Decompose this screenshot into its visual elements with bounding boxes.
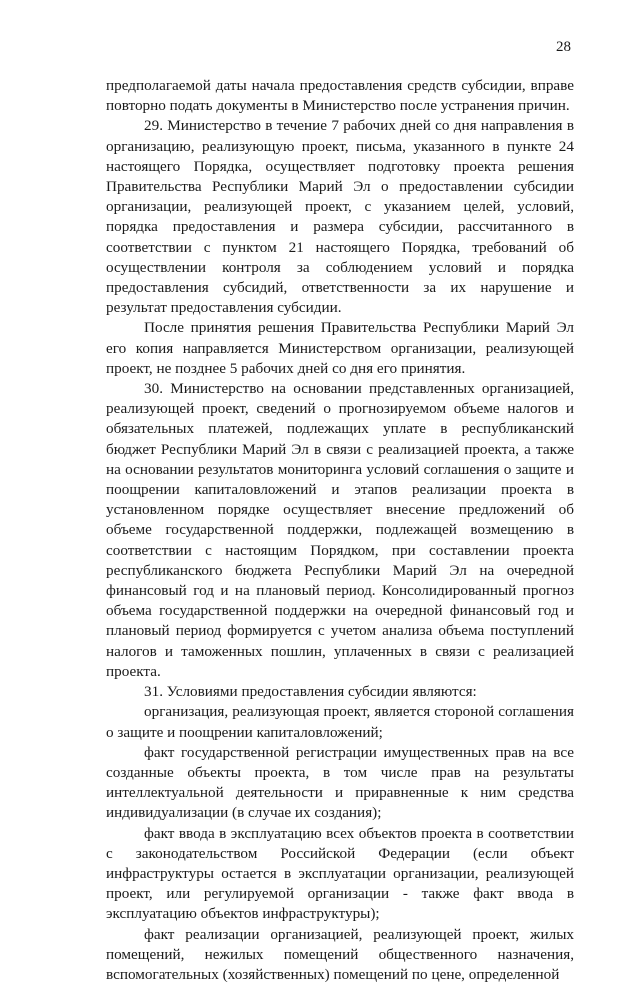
paragraph-29: 29. Министерство в течение 7 рабочих дней со дня направления в организацию, реализующую проект, письма, указанного в пункте 24 настоящего Порядка, осуществляет подготовку проекта решения Правительства Республики Марий Эл о предоставлении субсидии организации, реализующей проект, с указанием целей, условий, порядка предоставления и размера субсидии, рассчитанного в соответствии с пунктом 21 настоящего Порядка, требований об осуществлении контроля за соблюдением условий и порядка предоставления субсидий, ответственности за их нарушение и результат предоставления субсидии.: [106, 117, 574, 317]
paragraph-29-copy: После принятия решения Правительства Республики Марий Эл его копия направляется Министерством организации, реализующей проект, не позднее 5 рабочих дней со дня его принятия.: [106, 319, 574, 377]
condition-sale: факт реализации организацией, реализующей проект, жилых помещений, нежилых помещений общественного назначения, вспомогательных (хозяйственных) помещений по цене, определенной: [106, 925, 574, 983]
page-number: 28: [556, 39, 571, 55]
paragraph-31: 31. Условиями предоставления субсидии являются:: [144, 683, 477, 701]
paragraph-continuation: предполагаемой даты начала предоставления средств субсидии, вправе повторно подать документы в Министерство после устранения причин.: [106, 77, 574, 115]
condition-agreement: организация, реализующая проект, является стороной соглашения о защите и поощрении капиталовложений;: [106, 703, 574, 741]
document-body: [106, 76, 574, 985]
condition-registration: факт государственной регистрации имущественных прав на все созданные объекты проекта, в том числе прав на результаты интеллектуальной деятельности и приравненные к ним средства индивидуализации (в случае их создания);: [106, 743, 574, 822]
condition-commissioning: факт ввода в эксплуатацию всех объектов проекта в соответствии с законодательством Российской Федерации (если объект инфраструктуры остается в эксплуатации организации, реализующей проект, или регулируемой организации - также факт ввода в эксплуатацию объектов инфраструктуры);: [106, 824, 574, 923]
paragraph-30: 30. Министерство на основании представленных организацией, реализующей проект, сведений о прогнозируемом объеме налогов и обязательных платежей, подлежащих уплате в республиканский бюджет Республики Марий Эл в связи с реализацией проекта, а также на основании результатов мониторинга условий соглашения о защите и поощрении капиталовложений и этапов реализации проекта в установленном порядке осуществляет внесение предложений об объеме государственной поддержки, подлежащей возмещению в соответствии с настоящим Порядком, при составлении проекта республиканского бюджета Республики Марий Эл на очередной финансовый год и на плановый период. Консолидированный прогноз объема государственной поддержки на очередной финансовый год и плановый период формируется с учетом анализа объема поступлений налогов и таможенных пошлин, уплаченных в связи с реализацией проекта.: [106, 380, 574, 680]
